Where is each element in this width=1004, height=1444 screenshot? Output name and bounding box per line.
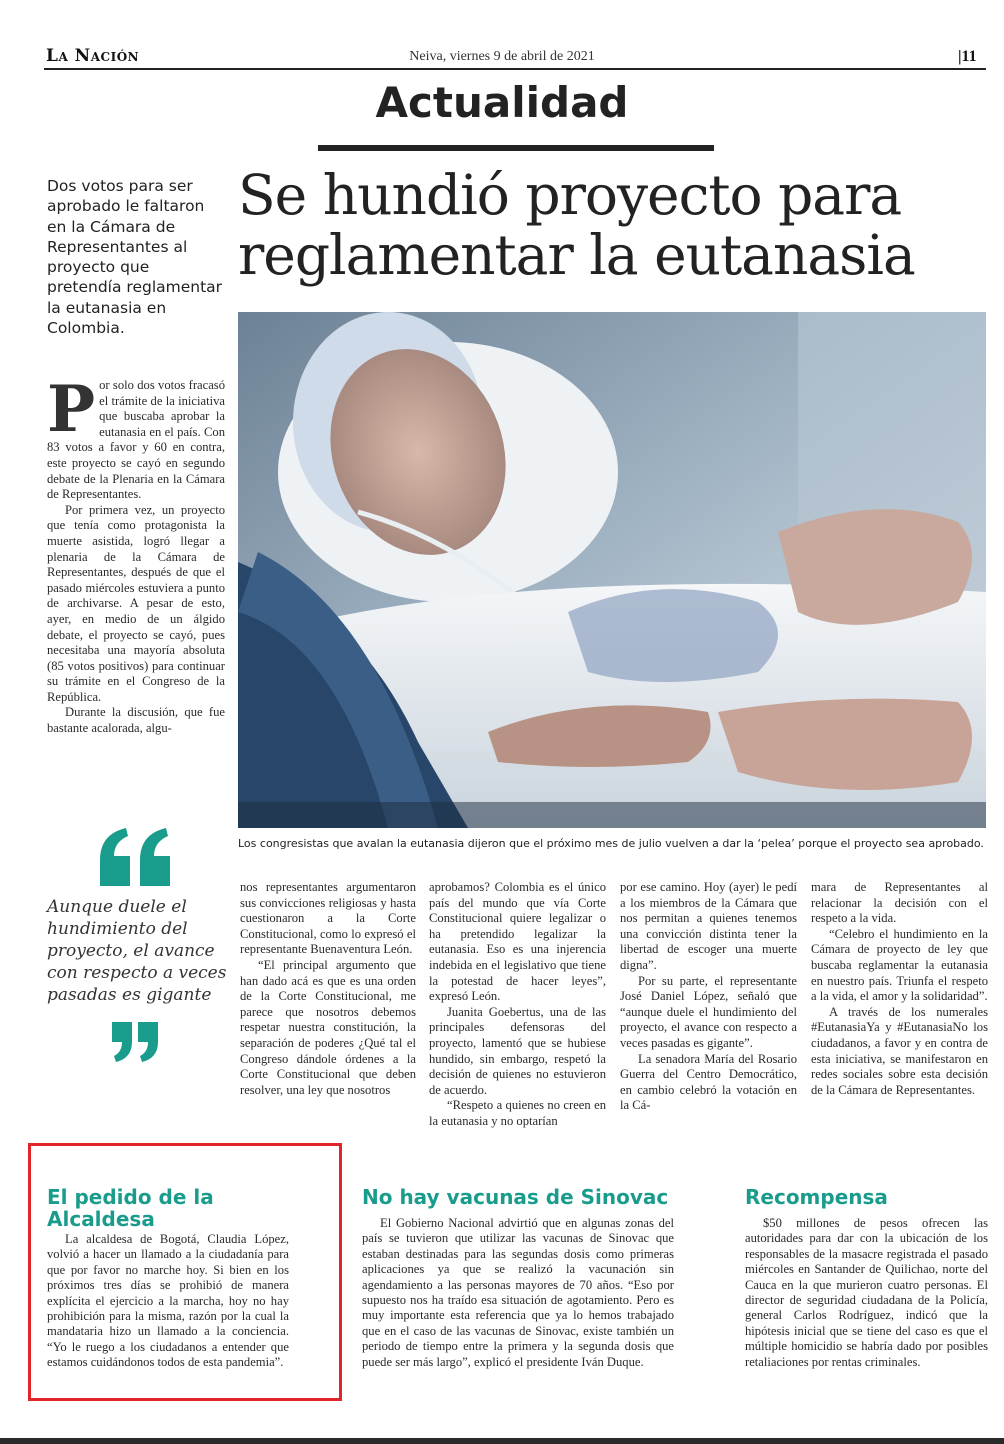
paragraph: or solo dos votos fracasó el trámite de la iniciativa que buscaba aprobar la eutanasia en el país. Con 83 votos a favor y 60 en contra, este proyecto se cayó en segundo debate de la Plenaria en la Cámara de Representantes.: [47, 378, 225, 502]
paragraph: “Celebro el hundimiento en la Cámara de proyecto de ley que buscaba reglamentar la eutanasia en nuestro país. Triunfa el respeto a la vida, el amor y la solidaridad”.: [811, 926, 988, 1004]
paragraph: $50 millones de pesos ofrecen las autoridades para dar con la ubicación de los responsables de la masacre registrada el pasado miércoles en Santander de Quilichao, norte del Cauca en la que murieron cuatro personas. El director de seguridad ciudadana de la Policía, general Carlos Rodríguez, indicó que la hipótesis inicial que se tiene del caso es que el múltiple homicidio se habría dado por posibles retaliaciones por rentas criminales.: [745, 1216, 988, 1369]
headline-line-2: reglamentar la eutanasia: [238, 223, 915, 287]
brief-title: El pedido de la Alcaldesa: [47, 1185, 214, 1231]
article-photo: [238, 312, 986, 828]
headline-line-1: Se hundió proyecto para: [238, 163, 902, 227]
drop-cap: P: [47, 372, 96, 447]
paragraph: aprobamos? Colombia es el único país del mundo que vía Corte Constitucional quiere legalizar o ha pretendido legalizar la eutanasia. Eso es una injerencia indebida en el legislativo que tiene la potestad de hacer leyes”, expresó León.: [429, 880, 606, 1004]
article-column-2: [240, 880, 416, 1098]
brief-title: No hay vacunas de Sinovac: [362, 1185, 669, 1209]
brief-body: [745, 1216, 988, 1370]
newspaper-logo: La Nación: [46, 46, 140, 66]
section-underline: [318, 145, 714, 151]
photo-caption: Los congresistas que avalan la eutanasia dijeron que el próximo mes de julio vuelven a dar la ‘pelea’ porque el proyecto sea aprobado.: [238, 837, 984, 850]
paragraph: por ese camino. Hoy (ayer) le pedí a los miembros de la Cámara que nos permitan a quienes tenemos una convicción distinta tener la libertad de escoger una muerte digna”.: [620, 880, 797, 972]
open-quote-icon: [96, 826, 176, 886]
article-column-5: [811, 880, 988, 1098]
hospital-patient-image: [238, 312, 986, 828]
pull-quote: Aunque duele el hundimiento del proyecto, el avance con respecto a veces pasadas es gigante: [47, 897, 227, 1005]
article-column-1: [47, 372, 225, 737]
paragraph: El Gobierno Nacional advirtió que en algunas zonas del país se tuvieron que utilizar las vacunas de Sinovac que estaban destinadas para las segundas dosis como primeras aplicaciones ya que se realizó la vacunación sin agendamiento a las personas mayores de 70 años. “Eso por supuesto nos ha traído esa situación de agotamiento. Pero es muy importante esta referencia que ya lo hemos trabajado que en el caso de las vacunas de Sinovac, existe también un periodo de tiempo entre la primera y la segunda dosis que puede ser más largo”, explicó el presidente Iván Duque.: [362, 1216, 674, 1369]
paragraph: “El principal argumento que han dado acá es que es una orden de la Corte Constitucional, me parece que nosotros debemos respetar nuestra constitución, la separación de poderes ¿Qué tal el Congreso dándole órdenes a la Corte Constitucional que deben resolver, una ley que nosotros: [240, 957, 416, 1097]
news-brief-sinovac: [362, 1186, 674, 1370]
paragraph: Juanita Goebertus, una de las principales defensoras del proyecto, lamentó que se hubiese hundido, sin embargo, respetó la decisión de quienes no estuvieron de acuerdo.: [429, 1004, 606, 1097]
article-headline: [238, 165, 998, 285]
paragraph: Por su parte, el representante José Daniel López, señaló que “aunque duele el hundimiento del proyecto, el avance con respecto a veces pasadas es gigante”.: [620, 973, 797, 1050]
brief-body: [362, 1216, 674, 1370]
page-number: |11: [958, 48, 977, 65]
article-column-4: [620, 880, 797, 1114]
paragraph: Por primera vez, un proyecto que tenía como protagonista la muerte asistida, logró llegar a plenaria de la Cámara de Representantes, después de que el pasado miércoles estuviera a punto de archivarse. A pesar de esto, ayer, en medio de un álgido debate, el proyecto se cayó, pues necesitaba una mayoría absoluta (85 votos positivos) para continuar su trámite en el Congreso de la República.: [47, 502, 225, 704]
highlight-box: [28, 1143, 342, 1401]
article-deck: Dos votos para ser aprobado le faltaron en la Cámara de Representantes al proyecto que pretendía reglamentar la eutanasia en Colombia.: [47, 177, 223, 338]
paragraph: La alcaldesa de Bogotá, Claudia López, volvió a hacer un llamado a la ciudadanía para que por favor no marche hoy. Si bien en los próximos tres días se prohibió de manera explícita el ejercicio a la marcha, hoy no hay prohibición para la misma, razón por la cual la mandataria hizo un llamado a la conciencia. “Yo le ruego a los ciudadanos a entender que estamos cuidándonos todos de esta pandemia”.: [47, 1232, 289, 1370]
section-title: Actualidad: [375, 78, 629, 127]
paragraph: La senadora María del Rosario Guerra del Centro Democrático, en cambio celebró la votación en la Cá-: [620, 1051, 797, 1113]
news-brief-recompensa: [745, 1186, 988, 1370]
paragraph: “Respeto a quienes no creen en la eutanasia y no optarían: [429, 1098, 606, 1128]
paragraph: A través de los numerales #EutanasiaYa y #EutanasiaNo los ciudadanos, a favor y en contra de esta iniciativa, se manifestaron en redes sociales sobre esta decisión de la Cámara de Representantes.: [811, 1004, 988, 1097]
paragraph: Durante la discusión, que fue bastante acalorada, algu-: [47, 705, 225, 736]
close-quote-icon: [110, 1022, 162, 1062]
article-column-3: [429, 880, 606, 1130]
paragraph: nos representantes argumentaron sus convicciones religiosas y hasta cuestionaron a la Corte Constitucional, como lo expresó el representante Buenaventura León.: [240, 880, 416, 957]
brief-title: Recompensa: [745, 1185, 888, 1209]
issue-date: Neiva, viernes 9 de abril de 2021: [409, 49, 595, 64]
masthead-divider: [44, 68, 986, 70]
page-bottom-border: [0, 1438, 1004, 1444]
paragraph: mara de Representantes al relacionar la decisión con el respeto a la vida.: [811, 880, 988, 926]
